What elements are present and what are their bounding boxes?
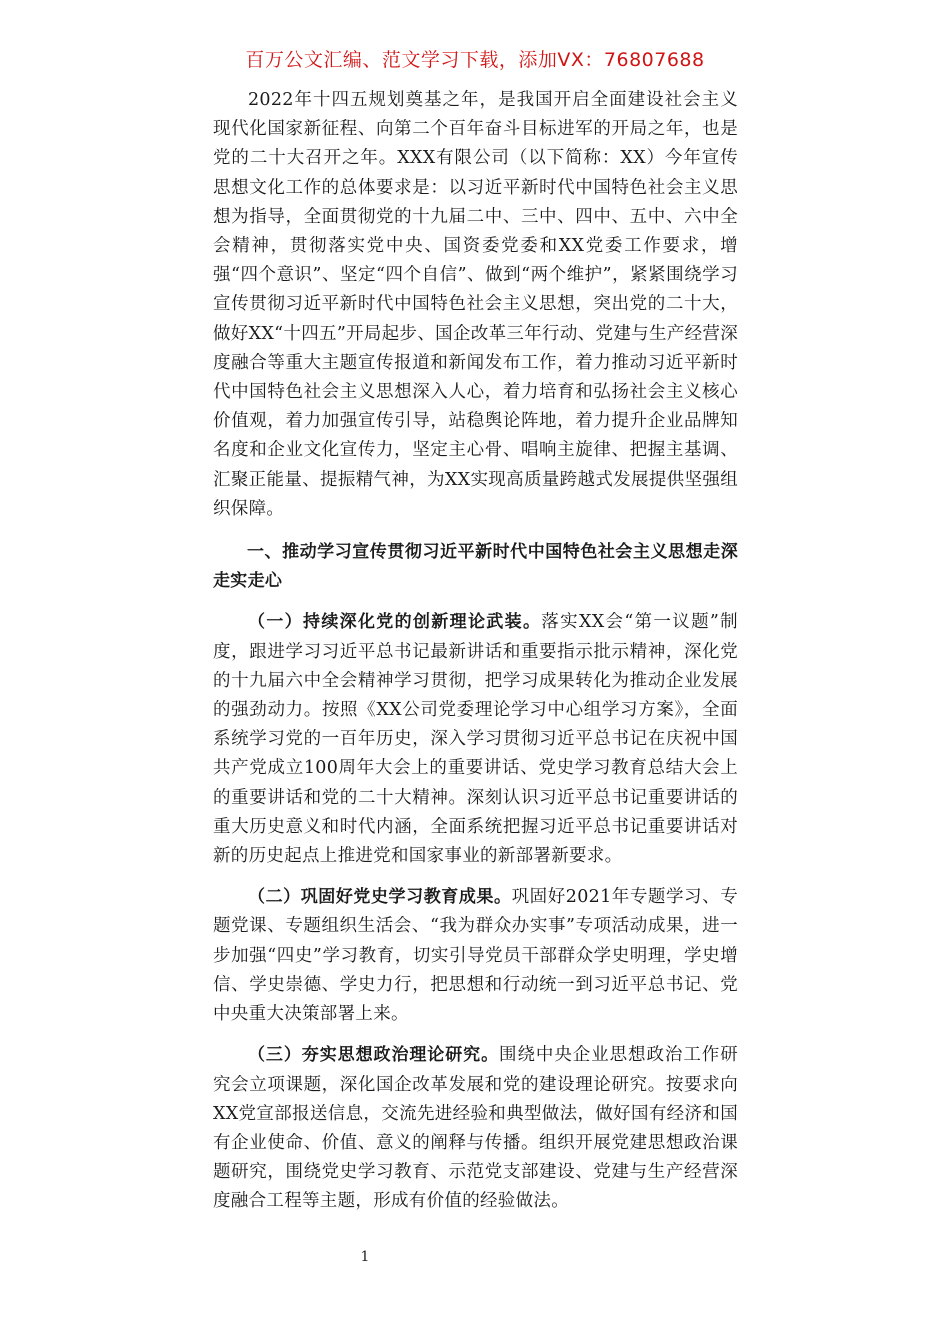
item-lead: （三）夯实思想政治理论研究。 — [248, 1045, 500, 1066]
item-paragraph-2 — [213, 883, 738, 1029]
item-text: 巩固好2021年专题学习、专题党课、专题组织生活会、“我为群众办实事”专项活动成果，进一步加强“四史”学习教育，切实引导党员干部群众学史明理，学史增信、学史崇德、学史力行，把思想和行动统一到习近平总书记、党中央重大决策部署上来。 — [213, 887, 738, 1025]
section-heading: 一、推动学习宣传贯彻习近平新时代中国特色社会主义思想走深走实走心 — [213, 542, 738, 592]
item-text: 围绕中央企业思想政治工作研究会立项课题，深化国企改革发展和党的建设理论研究。按要求向XX党宣部报送信息，交流先进经验和典型做法，做好国有经济和国有企业使命、价值、意义的阐释与传播。组织开展党建思想政治课题研究，围绕党史学习教育、示范党支部建设、党建与生产经营深度融合工程等主题，形成有价值的经验做法。 — [213, 1045, 738, 1212]
header-watermark: 百万公文汇编、范文学习下载，添加VX：76807688 — [245, 49, 705, 71]
intro-paragraph: 2022年十四五规划奠基之年，是我国开启全面建设社会主义现代化国家新征程、向第二个百年奋斗目标进军的开局之年，也是党的二十大召开之年。XXX有限公司（以下简称：XX）今年宣传思想文化工作的总体要求是：以习近平新时代中国特色社会主义思想为指导，全面贯彻党的十九届二中、三中、四中、五中、六中全会精神，贯彻落实党中央、国资委党委和XX党委工作要求，增强“四个意识”、坚定“四个自信”、做到“两个维护”，紧紧围绕学习宣传贯彻习近平新时代中国特色社会主义思想，突出党的二十大，做好XX“十四五”开局起步、国企改革三年行动、党建与生产经营深度融合等重大主题宣传报道和新闻发布工作，着力推动习近平新时代中国特色社会主义思想深入人心，着力培育和弘扬社会主义核心价值观，着力加强宣传引导，站稳舆论阵地，着力提升企业品牌知名度和企业文化宣传力，坚定主心骨、唱响主旋律、把握主基调、汇聚正能量、提振精气神，为XX实现高质量跨越式发展提供坚强组织保障。 — [213, 90, 738, 519]
page-number: 1 — [360, 1249, 370, 1265]
item-paragraph-3 — [213, 1041, 738, 1216]
item-lead: （一）持续深化党的创新理论武装。 — [248, 612, 542, 633]
document-body — [213, 86, 738, 1217]
item-text: 落实XX会“第一议题”制度，跟进学习习近平总书记最新讲话和重要指示批示精神，深化党的十九届六中全会精神学习贯彻，把学习成果转化为推动企业发展的强劲动力。按照《XX公司党委理论学习中心组学习方案》，全面系统学习党的一百年历史，深入学习贯彻习近平总书记在庆祝中国共产党成立100周年大会上的重要讲话、党史学习教育总结大会上的重要讲话和党的二十大精神。深刻认识习近平总书记重要讲话的重大历史意义和时代内涵，全面系统把握习近平总书记重要讲话对新的历史起点上推进党和国家事业的新部署新要求。 — [213, 612, 738, 867]
item-paragraph-1 — [213, 608, 738, 871]
item-lead: （二）巩固好党史学习教育成果。 — [248, 887, 512, 908]
